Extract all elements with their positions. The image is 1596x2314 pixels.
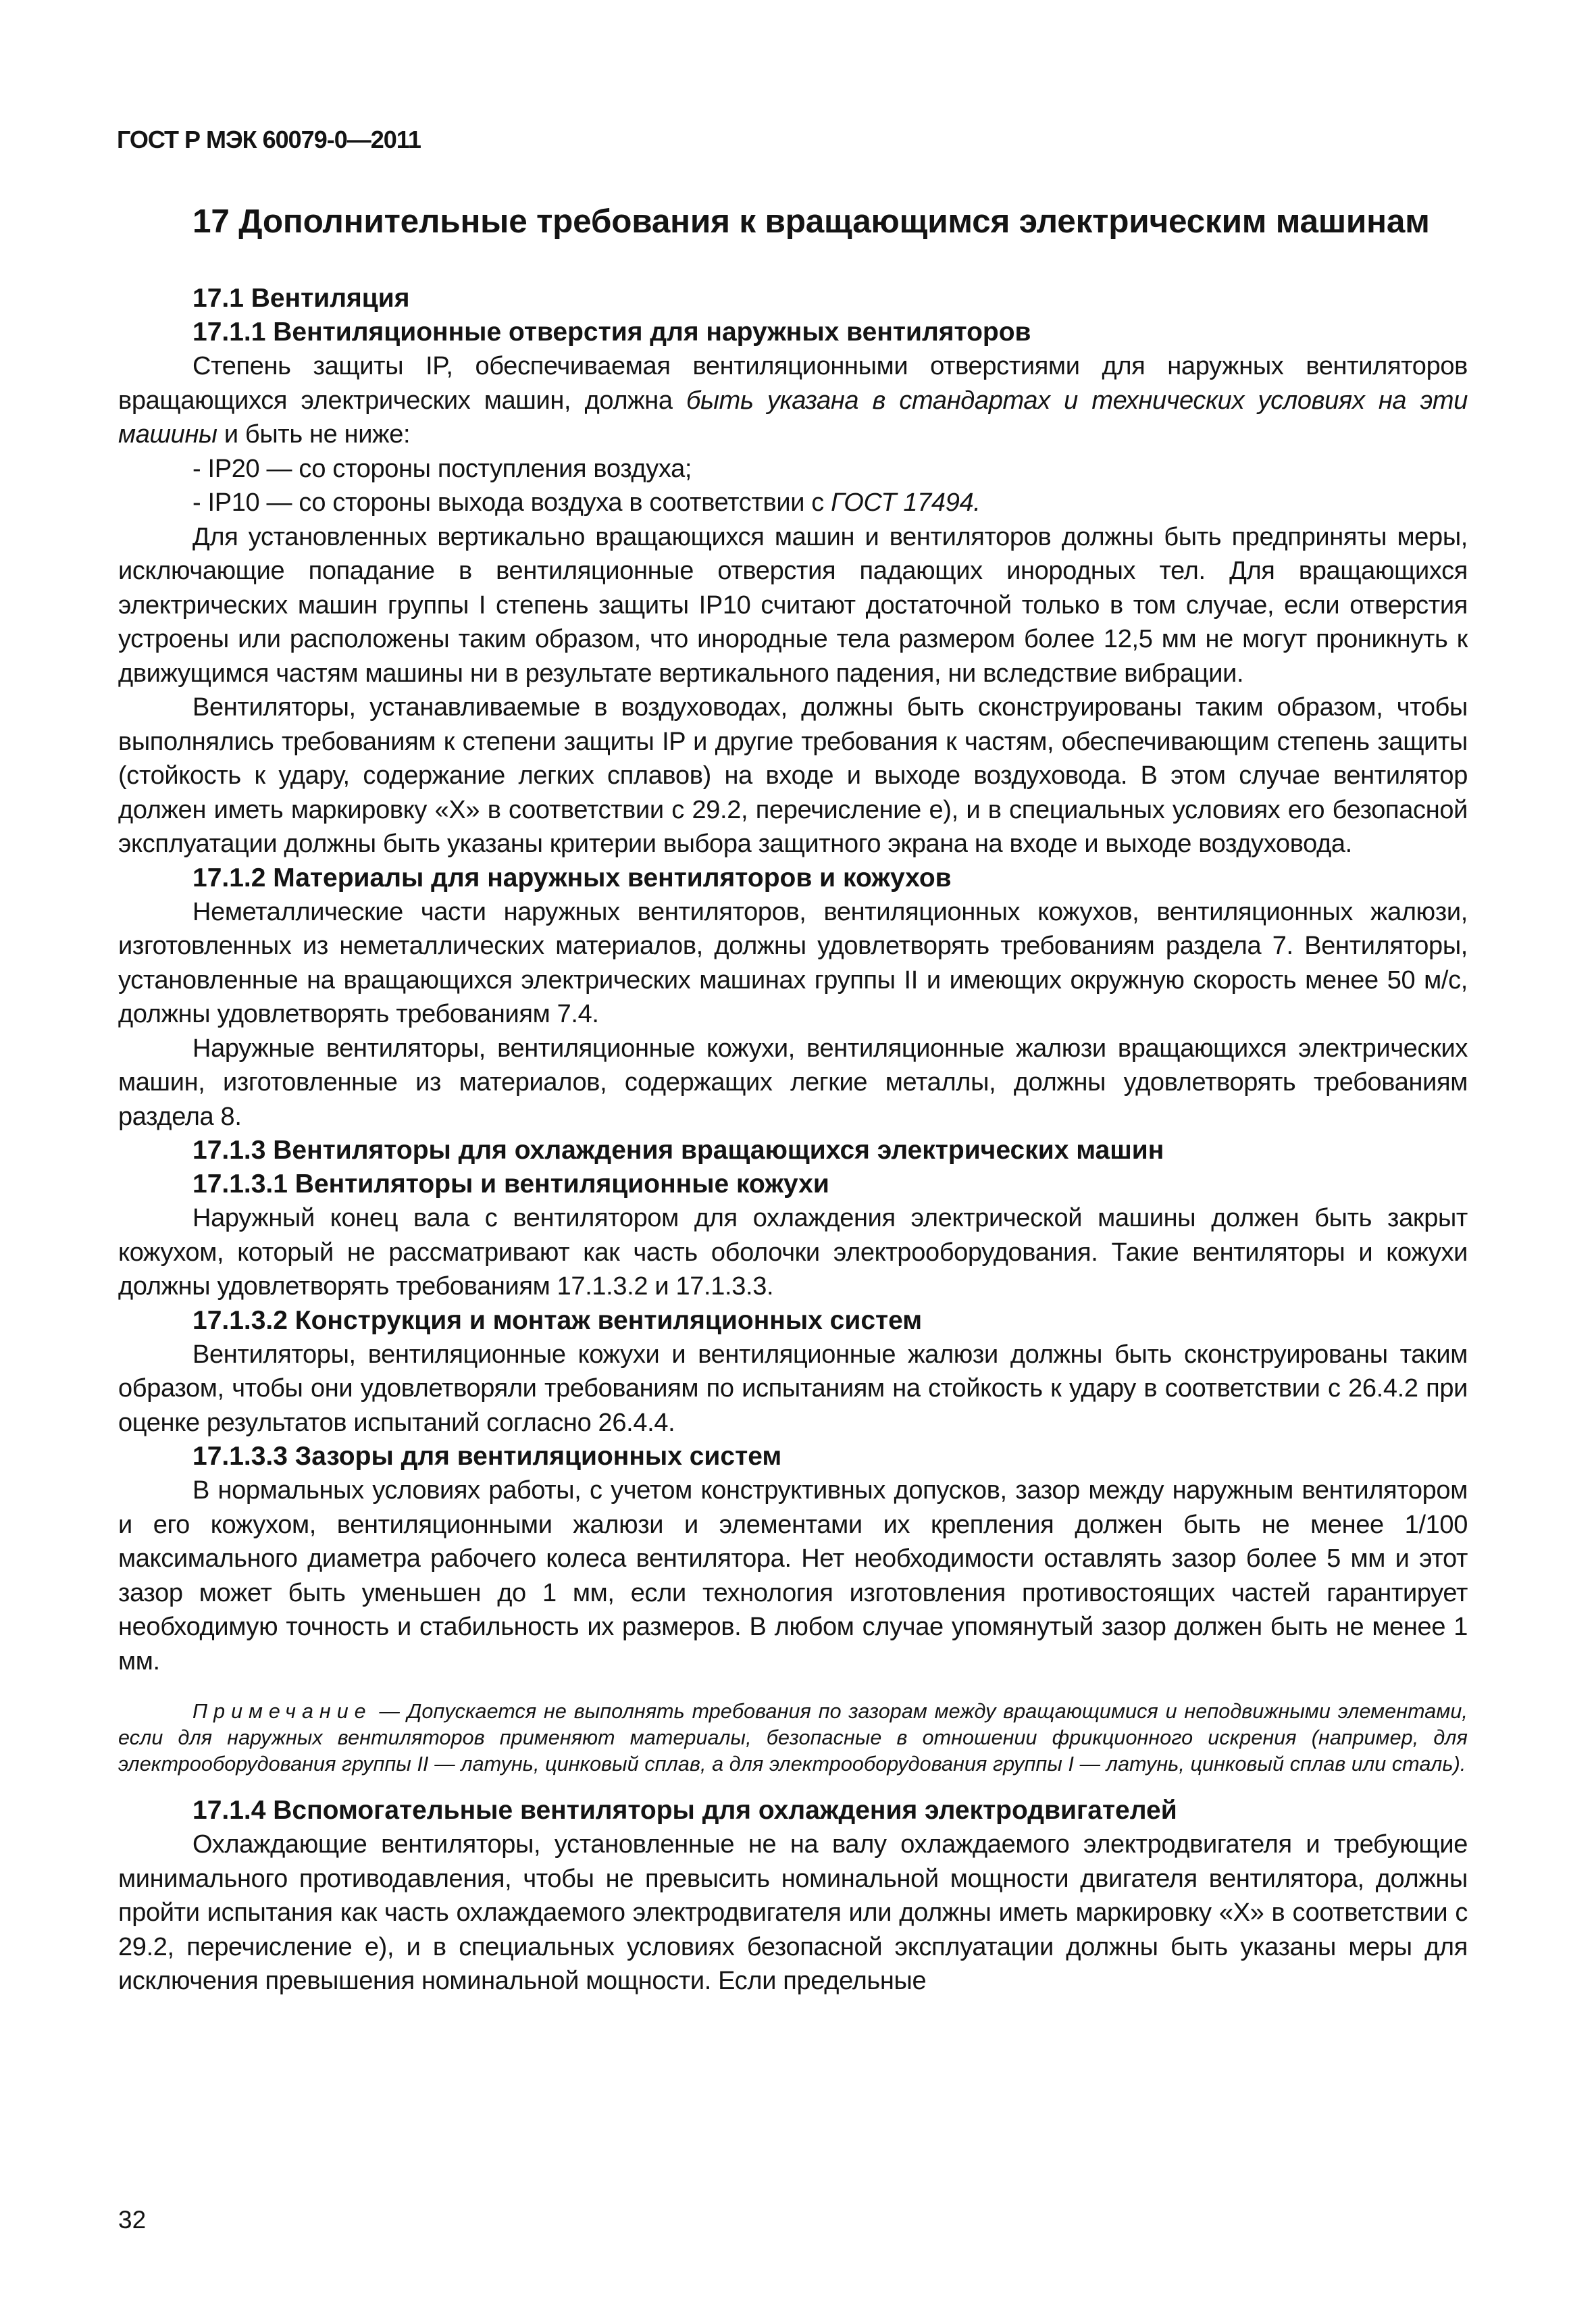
list-item-ip10 — [118, 486, 1468, 520]
note-text: — Допускается не выполнять требования по зазорам между вращающимися и неподвижными элементами, если для наружных вентиляторов применяют материалы, безопасные в отношении фрикционного искрения (например, для электрооборудования группы II — латунь, цинковый сплав, а для электрооборудования группы I — латунь, цинковый сплав или сталь). — [118, 1700, 1468, 1776]
paragraph-ip-protection-emphasis: быть указана в стандартах и технических условиях на эти машины — [118, 386, 1468, 449]
note-label: Примечание — [192, 1700, 372, 1724]
document-body — [118, 201, 1468, 1998]
heading-17-1-4: 17.1.4 Вспомогательные вентиляторы для охлаждения электродвигателей — [192, 1796, 1177, 1826]
paragraph-nonmetal-parts: Неметаллические части наружных вентиляторов, вентиляционных кожухов, вентиляционных жалюзи, изготовленных из неметаллических материалов, должны удовлетворять требованиям раздела 7. Вентиляторы, установленные на вращающихся электрических машинах группы II и имеющих окружную скорость менее 50 м/с, должны удовлетворять требованиям 7.4. — [118, 897, 1468, 1029]
paragraph-shaft-cover: Наружный конец вала с вентилятором для охлаждения электрической машины должен быть закрыт кожухом, который не рассматривают как часть оболочки электрооборудования. Такие вентиляторы и кожухи должны удовлетворять требованиям 17.1.3.2 и 17.1.3.3. — [118, 1204, 1468, 1301]
paragraph-ip-protection-end: и быть не ниже: — [217, 420, 411, 449]
list-item-ip20: - IP20 — со стороны поступления воздуха; — [192, 454, 692, 483]
gost-reference: ГОСТ 17494. — [831, 488, 981, 518]
heading-17-1-3-2: 17.1.3.2 Конструкция и монтаж вентиляционных систем — [192, 1305, 923, 1335]
section-title: 17 Дополнительные требования к вращающимся электрическим машинам — [192, 203, 1430, 240]
paragraph-auxiliary-fans: Охлаждающие вентиляторы, установленные не на валу охлаждаемого электродвигателя и требующие минимального противодавления, чтобы не превысить номинальной мощности двигателя вентилятора, должны пройти испытания как часть охлаждаемого электродвигателя или должны иметь маркировку «X» в соответствии с 29.2, перечисление е), и в специальных условиях безопасной эксплуатации должны быть указаны меры для исключения превышения номинальной мощности. Если предельные — [118, 1830, 1468, 1996]
heading-17-1-2: 17.1.2 Материалы для наружных вентиляторов и кожухов — [192, 863, 952, 892]
heading-17-1-3-3: 17.1.3.3 Зазоры для вентиляционных систем — [192, 1442, 782, 1472]
paragraph-vertical-machines: Для установленных вертикально вращающихся машин и вентиляторов должны быть предприняты меры, исключающие попадание в вентиляционные отверстия падающих инородных тел. Для вращающихся электрических машин группы I степень защиты IP10 считают достаточной только в том случае, если отверстия устроены или расположены таким образом, что инородные тела размером более 12,5 мм не могут проникнуть к движущимся частям машины ни в результате вертикального падения, ни вследствие вибрации. — [118, 522, 1468, 688]
page-number: 32 — [118, 2206, 147, 2234]
paragraph-impact-tests: Вентиляторы, вентиляционные кожухи и вентиляционные жалюзи должны быть сконструированы таким образом, чтобы они удовлетворяли требованиям по испытаниям на стойкость к удару в соответствии с 26.4.2 при оценке результатов испытаний согласно 26.4.4. — [118, 1340, 1468, 1437]
paragraph-clearances: В нормальных условиях работы, с учетом конструктивных допусков, зазор между наружным вентилятором и его кожухом, вентиляционными жалюзи и элементами их крепления должен быть не менее 1/100 максимального диаметра рабочего колеса вентилятора. Нет необходимости оставлять зазор более 5 мм и этот зазор может быть уменьшен до 1 мм, если технология изготовления противостоящих частей гарантирует необходимую точность и стабильность их размеров. В любом случае упомянутый зазор должен быть не менее 1 мм. — [118, 1476, 1468, 1676]
paragraph-ip-protection — [118, 349, 1468, 452]
heading-17-1-3-1: 17.1.3.1 Вентиляторы и вентиляционные кожухи — [192, 1169, 829, 1199]
document-header: ГОСТ Р МЭК 60079-0—2011 — [117, 126, 421, 153]
heading-17-1-3: 17.1.3 Вентиляторы для охлаждения вращающихся электрических машин — [192, 1136, 1164, 1165]
paragraph-duct-fans: Вентиляторы, устанавливаемые в воздуховодах, должны быть сконструированы таким образом, чтобы выполнялись требованиям к степени защиты IP и другие требования к частям, обеспечивающим степень защиты (стойкость к удару, содержание легких сплавов) на входе и выходе воздуховода. В этом случае вентилятор должен иметь маркировку «X» в соответствии с 29.2, перечисление е), и в специальных условиях его безопасной эксплуатации должны быть указаны критерии выбора защитного экрана на входе и выходе воздуховода. — [118, 693, 1468, 859]
heading-17-1: 17.1 Вентиляция — [192, 284, 410, 313]
note — [118, 1699, 1468, 1778]
heading-17-1-1: 17.1.1 Вентиляционные отверстия для наружных вентиляторов — [192, 318, 1031, 347]
list-item-ip10-text: - IP10 — со стороны выхода воздуха в соответствии с — [192, 488, 831, 518]
paragraph-light-metals: Наружные вентиляторы, вентиляционные кожухи, вентиляционные жалюзи вращающихся электрических машин, изготовленные из материалов, содержащих легкие металлы, должны удовлетворять требованиям раздела 8. — [118, 1034, 1468, 1131]
paragraph-ip-protection-start: Степень защиты IP, обеспечиваемая вентиляционными отверстиями для наружных вентиляторов вращающихся электрических машин, должна — [118, 352, 1468, 415]
